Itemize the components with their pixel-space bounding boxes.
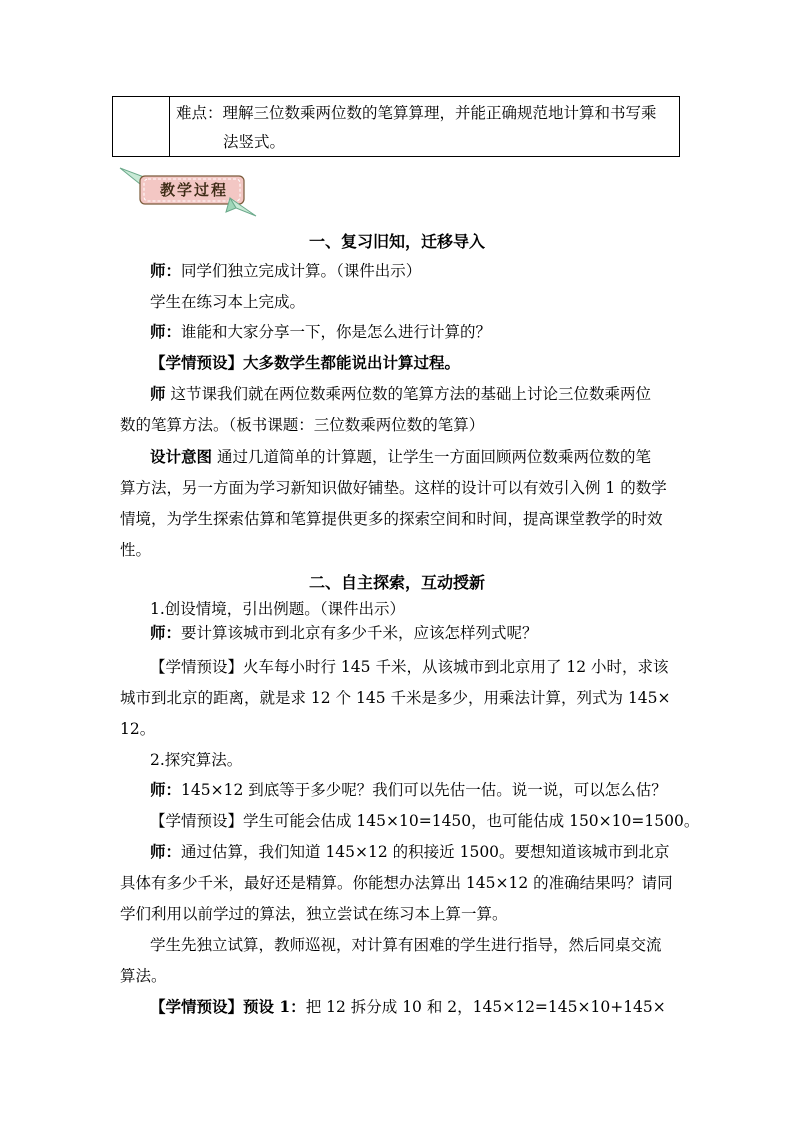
paragraph-line: 【学情预设】火车每小时行 145 千米，从该城市到北京用了 12 小时，求该	[150, 658, 669, 676]
paragraph-line: 师：谁能和大家分享一下，你是怎么进行计算的？	[150, 322, 492, 341]
paragraph-line: 算方法，另一方面为学习新知识做好铺垫。这样的设计可以有效引入例 1 的数学	[120, 479, 667, 497]
paragraph-line: 城市到北京的距离，就是求 12 个 145 千米是多少，用乘法计算，列式为 145×	[120, 689, 671, 707]
paragraph-line: 师：145×12 到底等于多少呢？我们可以先估一估。说一说，可以怎么估？	[150, 780, 667, 799]
paragraph-line: 师：通过估算，我们知道 145×12 的积接近 1500。要想知道该城市到北京	[150, 842, 670, 861]
table-line-2: 法竖式。	[223, 133, 286, 151]
paragraph-line: 师：要计算该城市到北京有多少千米，应该怎样列式呢？	[150, 623, 538, 642]
paragraph-line: 学们利用以前学过的算法，独立尝试在练习本上算一算。	[120, 905, 508, 923]
paragraph-line: 数的笔算方法。（板书课题：三位数乘两位数的笔算）	[120, 416, 485, 434]
section-heading-2: 二、自主探索，互动授新	[308, 573, 485, 592]
table-line-1: 难点：理解三位数乘两位数的笔算算理，并能正确规范地计算和书写乘	[176, 104, 657, 122]
paragraph-line: 师 这节课我们就在两位数乘两位数的笔算方法的基础上讨论三位数乘两位	[150, 384, 651, 403]
paragraph-line: 学生在练习本上完成。	[150, 293, 306, 311]
paragraph-line: 师：同学们独立完成计算。（课件出示）	[150, 261, 422, 280]
paragraph-line: 【学情预设】大多数学生都能说出计算过程。	[150, 353, 461, 372]
paragraph-line: 【学情预设】预设 1：把 12 拆分成 10 和 2，145×12=145×10+145×	[150, 997, 666, 1016]
teaching-process-banner	[118, 160, 258, 220]
paragraph-line: 学生先独立试算，教师巡视，对计算有困难的学生进行指导，然后同桌交流	[150, 936, 662, 954]
paragraph-line: 12。	[120, 720, 156, 738]
paragraph-line: 2.探究算法。	[150, 751, 243, 769]
paragraph-line: 算法。	[120, 967, 167, 985]
difficulty-table	[112, 96, 680, 157]
paragraph-line: 性。	[120, 541, 152, 559]
paragraph-line: 设计意图 通过几道简单的计算题，让学生一方面回顾两位数乘两位数的笔	[150, 447, 651, 466]
section-heading-1: 一、复习旧知，迁移导入	[308, 232, 485, 251]
paragraph-line: 1.创设情境，引出例题。（课件出示）	[150, 600, 406, 618]
paragraph-line: 【学情预设】学生可能会估成 145×10=1450，也可能估成 150×10=1500。	[150, 812, 700, 830]
table-divider	[169, 97, 170, 156]
banner-label: 教学过程	[159, 181, 228, 199]
paragraph-line: 情境，为学生探索估算和笔算提供更多的探索空间和时间，提高课堂教学的时效	[120, 510, 663, 528]
paragraph-line: 具体有多少千米，最好还是精算。你能想办法算出 145×12 的准确结果吗？请同	[120, 874, 673, 892]
